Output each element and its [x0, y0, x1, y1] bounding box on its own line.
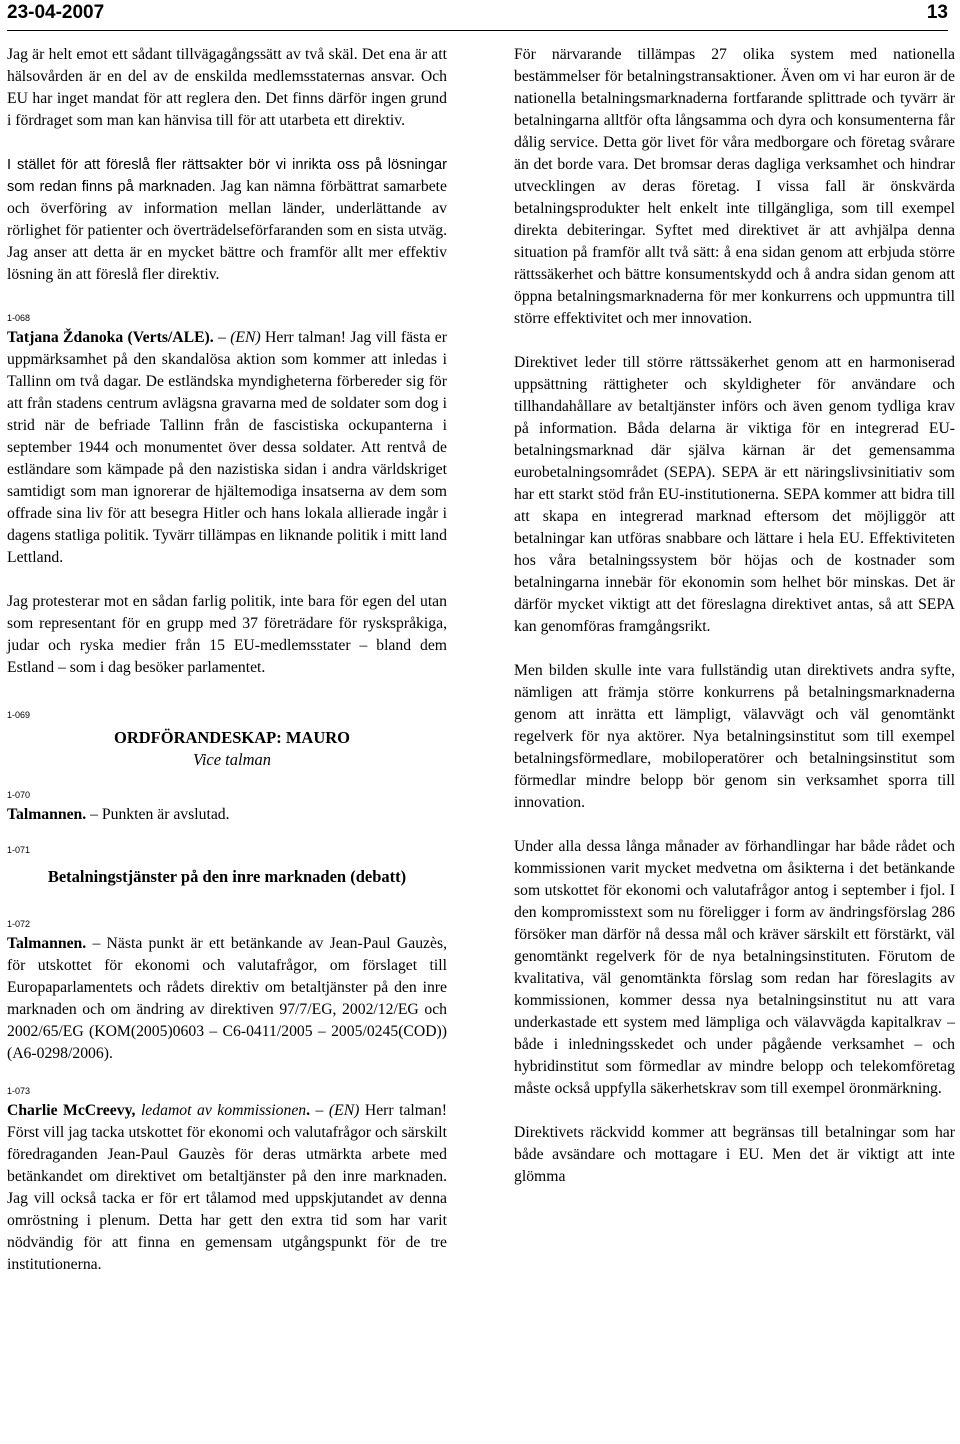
header-page-number: 13 — [926, 2, 948, 23]
item-number: 1-071 — [7, 845, 31, 855]
speaker-name: Tatjana Ždanoka (Verts/ALE). — [7, 329, 214, 346]
speech-text: Herr talman! Först vill jag tacka utskottet för ekonomi och valutafrågor och särskilt föredraganden Jean-Paul Gauzès för deras utmärkta arbete med betänkandet om direktivet om betaltjänster på den inre marknaden. Jag vill också tacka er för ert tålamod med uppskjutandet av denna omröstning i plenum. Detta har gett den extra tid som har varit nödvändig för att finna en gemensam utgångspunkt för de tre institutionerna. — [7, 1102, 448, 1273]
paragraph: Men bilden skulle inte vara fullständig utan direktivets andra syfte, nämligen att främja större konkurrens på betalningsmarknaderna genom att inrätta ett lämpligt, välavvägt och väl genomtänkt regelverk för nya aktörer. Nya betalningsinstitut som till exempel betalningsförmedlare, mobiloperatörer och betalningsinstitut som förmedlar mindre belopp bör genom sin verksamhet sporra till innovation. — [514, 662, 955, 811]
paragraph: För närvarande tillämpas 27 olika system med nationella bestämmelser för betalningstransaktioner. Även om vi har euron är de nationella betalningsmarknaderna fortfarande splittrade och tyvärr är betalningarna alltför ofta långsamma och dyra och konsumenterna får dålig service. Detta gör livet för våra medborgare och företag svårare än det borde vara. Det bromsar deras dagliga verksamhet och hindrar utvecklingen av deras företag. I vissa fall är önskvärda betalningsprodukter helt enkelt inte tillgängliga, som till exempel direkta debiteringar. Syftet med direktivet är att avhjälpa denna situation på framför allt två sätt: å ena sidan genom att erbjuda större rättssäkerhet och bättre konsumentskydd och å andra sidan genom att öppna betalningsmarknaderna för mer konkurrens och uppmuntra till större effektivitet och mer innovation. — [514, 46, 955, 327]
page-header — [7, 0, 948, 31]
speech-text: – Punkten är avslutad. — [86, 806, 230, 823]
item-number: 1-073 — [7, 1086, 31, 1096]
paragraph — [7, 154, 447, 286]
right-column — [514, 44, 955, 1188]
period: . — [306, 1102, 311, 1119]
item-number: 1-072 — [7, 919, 31, 929]
debate-topic: Betalningstjänster på den inre marknaden (debatt) — [47, 867, 407, 886]
item-number: 1-068 — [7, 313, 31, 323]
speech — [7, 1100, 447, 1276]
paragraph-text: Jag kan nämna förbättrat samarbete och överföring av information mellan länder, underlättande av rörlighet för patienter och överträdelseförfaranden som en sista utväg. Jag anser att detta är en mycket bättre och framför allt mer effektiv lösning än att föreslå fler direktiv. — [7, 178, 447, 283]
language-tag: (EN) — [230, 329, 261, 346]
left-column — [7, 44, 447, 1276]
speaker-role: ledamot av kommissionen — [135, 1102, 307, 1119]
language-tag: (EN) — [328, 1102, 360, 1119]
paragraph: Jag är helt emot ett sådant tillvägagångssätt av två skäl. Det ena är att hälsovården är en del av de enskilda medlemsstaternas ansvar. Och EU har inget mandat för att reglera den. Det finns därför ingen grund i fördraget som man kan hänvisa till för att utarbeta ett direktiv. — [7, 46, 447, 129]
paragraph: Under alla dessa långa månader av förhandlingar har både rådet och kommissionen varit mycket medvetna om åsikterna i det betänkande som utskottet för ekonomi och valutafrågor antog i september i fjol. I den kompromisstext som nu föreligger i form av ändringsförslag 286 försöker man därför nå dessa mål och kräver särskilt ett förstärkt, väl genomtänkt regelverk för de nya betalningsinstituten. Förutom de kvalitativa, väl genomtänkta förslag som redan har föreslagits av kommissionen, kommer dessa nya betalningsinstitut nu att vara underkastade ett system med lämpliga och välavvägda kapitalkrav – både i inledningsskedet och under pågående verksamhet – och hybridinstitut som förmedlar av mindre belopp och telekomföretag måste också uppfylla säkerhetskrav som till exempel öronmärkning. — [514, 838, 955, 1097]
dash: – — [213, 329, 231, 346]
paragraph: Direktivets räckvidd kommer att begränsas till betalningar som har både avsändare och mottagare i EU. Men det är viktigt att inte glömma — [514, 1124, 955, 1185]
dash: – — [310, 1102, 329, 1119]
speech-continued: Jag protesterar mot en sådan farlig politik, inte bara för egen del utan som representant för en grupp med 37 företrädare för ryskspråkiga, judar och ryska medier från 15 EU-medlemsstater – bland dem Estland – som i dag besöker parlamentet. — [7, 593, 447, 676]
chair-title: ORDFÖRANDESKAP: MAURO — [113, 728, 351, 747]
header-date: 23-04-2007 — [7, 2, 105, 23]
speaker-name: Talmannen. — [7, 935, 87, 952]
paragraph: Direktivet leder till större rättssäkerhet genom att en harmoniserad uppsättning rättigheter och skyldigheter för användare och tillhandahållare av betaltjänster införs och även genom tydliga krav på information. Båda delarna är viktiga för en integrerad EU-betalningsmarknad där själva kärnan är det gemensamma eurobetalningsområdet (SEPA). SEPA är ett näringslivsinitiativ som har ett starkt stöd från EU-institutionerna. SEPA kommer att bidra till att skapa en integrerad marknad eftersom det möjliggör att betalningar kan utföras snabbare och lättare i hela EU. Effektiviteten hos våra betalningssystem bör höjas och de kostnader som betalningarna innebär för ekonomin som helhet bör minskas. Det är därför mycket viktigt att det föreslagna direktivet antas, så att SEPA kan genomföras framgångsrikt. — [514, 354, 955, 635]
speaker-name: Talmannen. — [7, 806, 87, 823]
speech-text: Herr talman! Jag vill fästa er uppmärksamhet på den skandalösa aktion som kommer att inledas i Tallinn om två dagar. De estländska myndigheterna förbereder sig för att från stadens centrum avlägsna gravarna med de soldater som dog i strid när de befriade Tallinn från de fascistiska ockupanterna i september 1944 och monumentet över dessa soldater. Att rentvå de estländare som kämpade på den nazistiska sidan i andra världskriget samtidigt som man ignorerar de hjältemodiga insatserna av dem som offrade sina liv för att besegra Hitler och hans lokala allierade ingår i dagens statliga politik. Tyvärr tillämpas en liknande politik i mitt land Lettland. — [7, 329, 447, 566]
speech — [7, 327, 447, 569]
item-number: 1-070 — [7, 790, 31, 800]
speech-text: – Nästa punkt är ett betänkande av Jean-Paul Gauzès, för utskottet för ekonomi och valutafrågor, om förslaget till Europaparlamentets och rådets direktiv om betaltjänster på den inre marknaden och om ändring av direktiven 97/7/EG, 2002/12/EG och 2002/65/EG (KOM(2005)0603 – C6-0411/2005 – 2005/0245(COD)) (A6-0298/2006). — [7, 935, 447, 1062]
chair-subtitle: Vice talman — [192, 750, 272, 769]
paragraph-sans-text: I stället för att föreslå fler rättsakter bör vi inrikta oss på lösningar som redan finns på marknaden. — [7, 157, 447, 195]
item-number: 1-069 — [7, 710, 31, 720]
speech — [7, 804, 447, 826]
speaker-name: Charlie McCreevy, — [7, 1102, 136, 1119]
speech — [7, 933, 447, 1065]
